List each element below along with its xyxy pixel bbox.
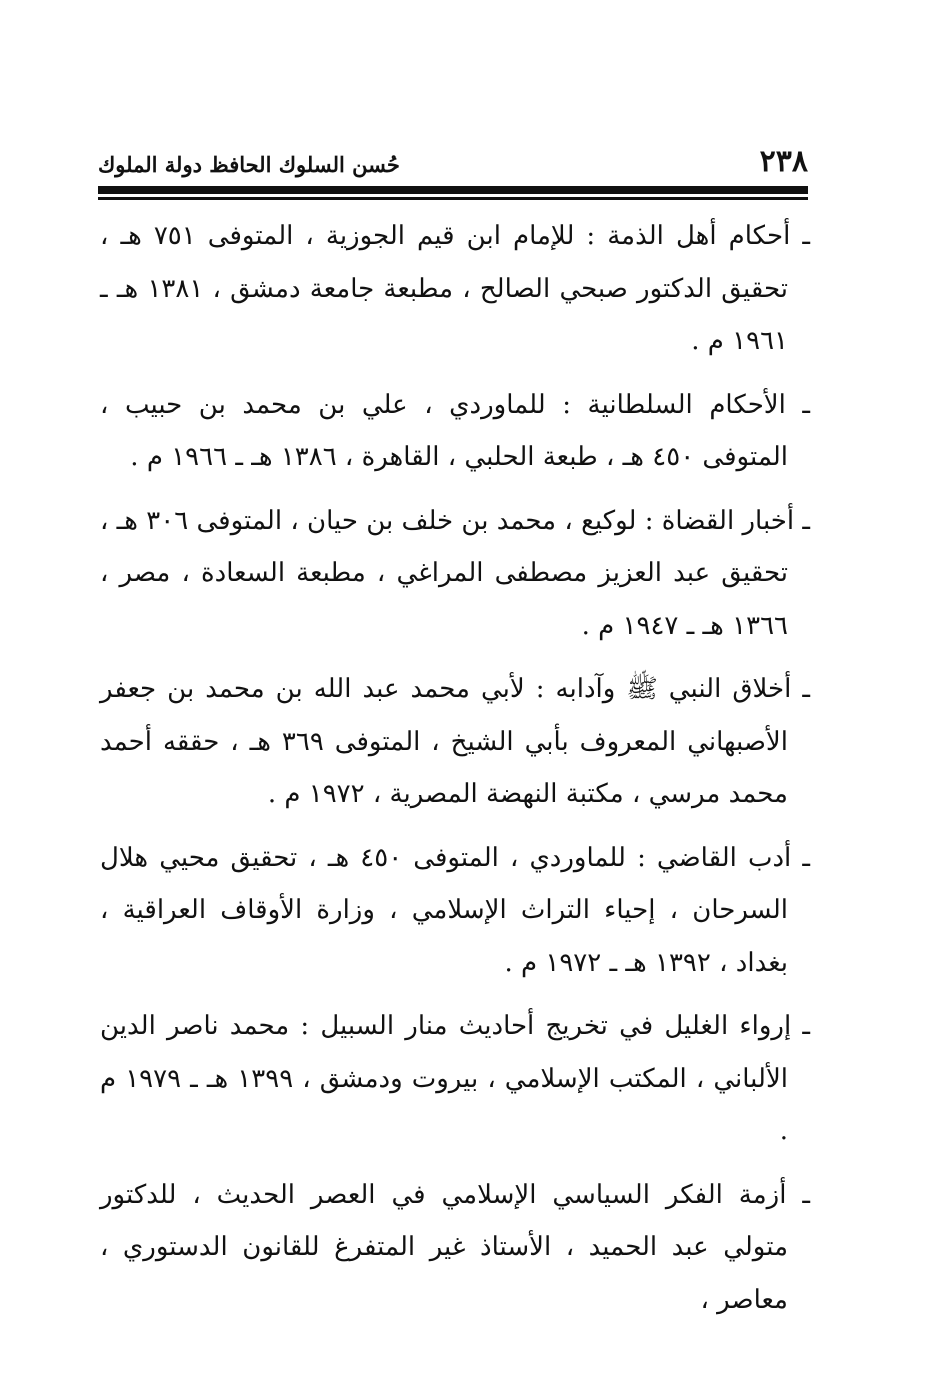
page-number: ٢٣٨ [759, 144, 808, 179]
bibliography-entry: ـ أخلاق النبي ﷺ وآدابه : لأبي محمد عبد الله بن محمد بن جعفر الأصبهاني المعروف بأبي الشيخ ، المتوفى ٣٦٩ هـ ، حققه أحمد محمد مرسي ، مكتبة النهضة المصرية ، ١٩٧٢ م . [100, 674, 810, 809]
running-title: حُسن السلوك الحافظ دولة الملوك [98, 152, 400, 177]
bibliography-list [100, 210, 810, 1337]
header-rule-thick [98, 186, 808, 194]
bibliography-entry: ـ أزمة الفكر السياسي الإسلامي في العصر الحديث ، للدكتور متولي عبد الحميد ، الأستاذ غير المتفرغ للقانون الدستوري ، معاصر ، [100, 1179, 810, 1315]
bibliography-entry: ـ أدب القاضي : للماوردي ، المتوفى ٤٥٠ هـ ، تحقيق محيي هلال السرحان ، إحياء التراث الإسلامي ، وزارة الأوقاف العراقية ، بغداد ، ١٣٩٢ هـ ـ ١٩٧٢ م . [100, 842, 810, 978]
page-header [98, 140, 808, 180]
bibliography-entry: ـ إرواء الغليل في تخريج أحاديث منار السبيل : محمد ناصر الدين الألباني ، المكتب الإسلامي ، بيروت ودمشق ، ١٣٩٩ هـ ـ ١٩٧٩ م . [100, 1011, 810, 1146]
bibliography-entry: ـ الأحكام السلطانية : للماوردي ، علي بن محمد بن حبيب ، المتوفى ٤٥٠ هـ ، طبعة الحلبي ، القاهرة ، ١٣٨٦ هـ ـ ١٩٦٦ م . [100, 389, 810, 472]
header-rule-thin [98, 197, 808, 200]
bibliography-entry: ـ أخبار القضاة : لوكيع ، محمد بن خلف بن حيان ، المتوفى ٣٠٦ هـ ، تحقيق عبد العزيز مصطفى المراغي ، مطبعة السعادة ، مصر ، ١٣٦٦ هـ ـ ١٩٤٧ م . [100, 505, 810, 641]
bibliography-entry: ـ أحكام أهل الذمة : للإمام ابن قيم الجوزية ، المتوفى ٧٥١ هـ ، تحقيق الدكتور صبحي الصالح ، مطبعة جامعة دمشق ، ١٣٨١ هـ ـ ١٩٦١ م . [100, 221, 810, 356]
